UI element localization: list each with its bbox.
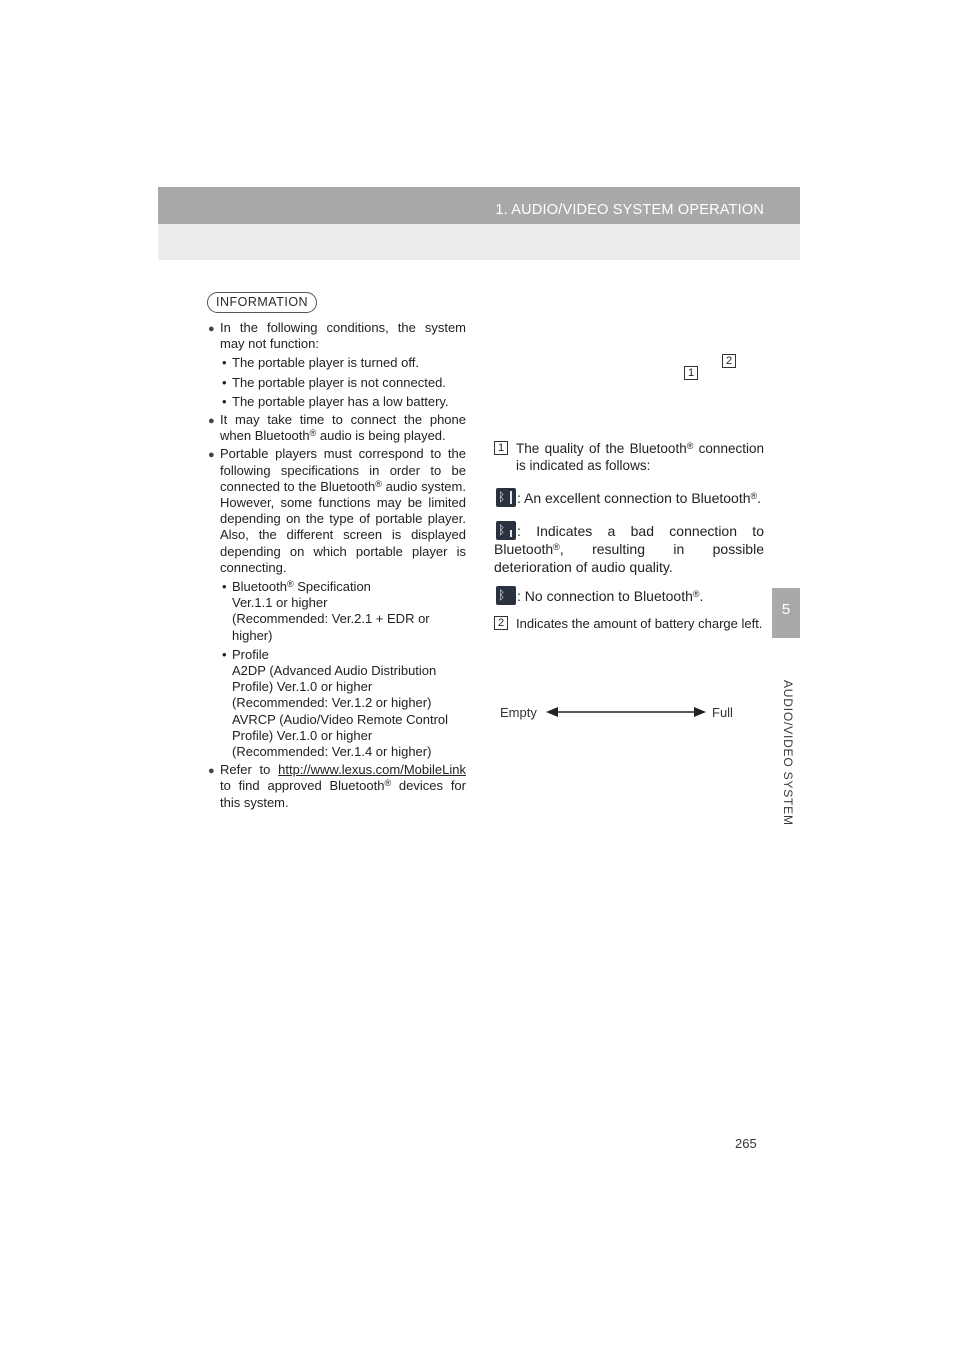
legend-item-connection-quality: 1 The quality of the Bluetooth® connection is indicated as follows:	[494, 440, 764, 474]
bluetooth-bad-icon: ᛒ	[496, 521, 516, 540]
battery-full-label: Full	[712, 705, 733, 720]
information-column	[208, 318, 466, 811]
bullet-dot-icon: ●	[208, 449, 215, 462]
legend-column	[494, 440, 764, 632]
legend-badge-1: 1	[494, 441, 508, 455]
section-title: 1. AUDIO/VIDEO SYSTEM OPERATION	[495, 202, 764, 218]
chapter-side-tab	[772, 260, 800, 1260]
status-none: ᛒ : No connection to Bluetooth®.	[498, 588, 704, 604]
info-bullet-specifications: ● Portable players must correspond to the following specifications in order to be connected to the Bluetooth® audio system. However, some functions may be limited depending on the type of portable player. Also, the different screen is displayed depending on which portable player is connecting. • Bluetooth® Specification Ver.1.1 or higher (Recommended: Ver.2.1 + EDR or higher) • Profile A2DP (Advanced Audio Distribution Profile) Ver.1.0 or higher (Recommended: Ver.1.2 or higher) AVRCP (Audio/Video Remote Control Profile) Ver.1.0 or higher (Recommended: Ver.1.4 or higher)	[208, 446, 466, 760]
info-subitem: • The portable player has a low battery.	[222, 393, 449, 409]
bullet-dot-icon: ●	[208, 415, 215, 428]
bluetooth-excellent-icon: ᛒ	[496, 488, 516, 507]
bullet-dot-icon: ●	[208, 323, 215, 335]
legend-badge-2: 2	[494, 616, 508, 630]
battery-empty-label: Empty	[500, 705, 537, 720]
chapter-number: 5	[781, 601, 791, 618]
chapter-label: AUDIO/VIDEO SYSTEM	[781, 680, 795, 826]
info-subitem: • The portable player is not connected.	[222, 374, 446, 390]
spec-subitem: • Bluetooth® Specification Ver.1.1 or higher (Recommended: Ver.2.1 + EDR or higher)	[222, 579, 430, 643]
legend-item-battery: 2 Indicates the amount of battery charge left.	[494, 615, 764, 632]
status-excellent: ᛒ : An excellent connection to Bluetooth®.	[498, 490, 762, 506]
info-bullet-conditions: ● In the following conditions, the system may not function: • The portable player is turned off. • The portable player is not connected. • The portable player has a low battery.	[208, 320, 466, 409]
mobilelink-url[interactable]: http://www.lexus.com/MobileLink	[278, 762, 466, 778]
subheader-bar	[158, 224, 800, 260]
info-bullet-connect-time: ● It may take time to connect the phone when Bluetooth® audio is being played.	[208, 412, 466, 444]
bullet-dot-icon: ●	[208, 765, 215, 778]
battery-scale	[500, 702, 740, 722]
double-arrow-icon	[546, 705, 706, 719]
callout-1-badge: 1	[684, 366, 698, 380]
profile-subitem: • Profile A2DP (Advanced Audio Distribution Profile) Ver.1.0 or higher (Recommended: Ver.1.2 or higher) AVRCP (Audio/Video Remote Control Profile) Ver.1.0 or higher (Recommended: Ver.1.4 or higher)	[222, 646, 449, 760]
chapter-number-box	[772, 588, 800, 638]
status-bad: ᛒ : Indicates a bad connection to Bluetooth®, resulting in possible deterioration of audio quality.	[494, 523, 764, 575]
info-subitem: • The portable player is turned off.	[222, 355, 419, 371]
bluetooth-none-icon: ᛒ	[496, 586, 516, 605]
callout-2-badge: 2	[722, 354, 736, 368]
page-number: 265	[735, 1136, 757, 1151]
header-bar	[158, 187, 800, 224]
information-label: INFORMATION	[207, 292, 317, 313]
info-bullet-refer-link: ● Refer to http://www.lexus.com/MobileLink to find approved Bluetooth® devices for this system.	[208, 762, 466, 810]
